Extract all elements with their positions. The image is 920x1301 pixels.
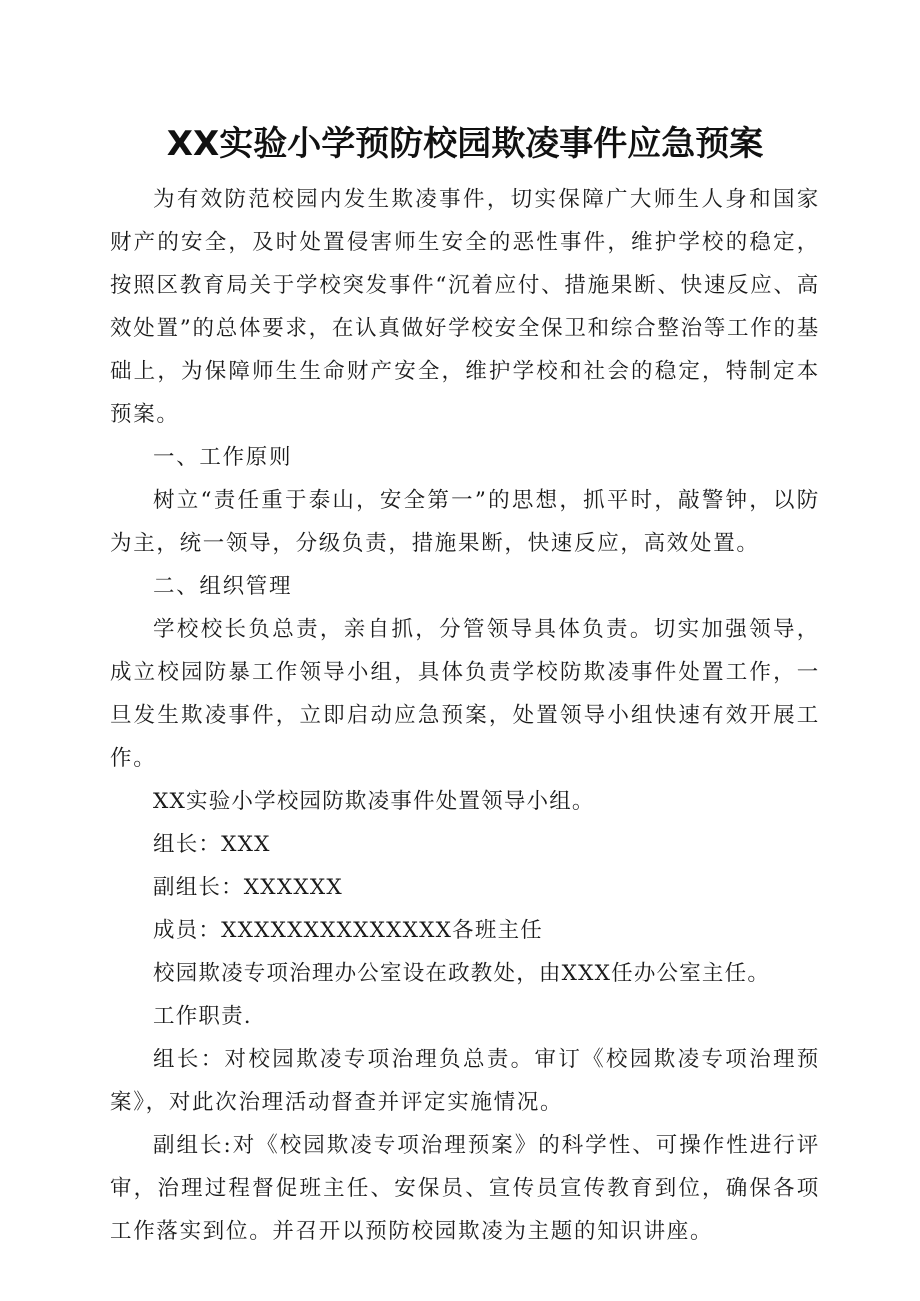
- duties-heading: 工作职责.: [153, 1004, 252, 1029]
- document-title: XX实验小学预防校园欺凌事件应急预案: [166, 124, 764, 164]
- leader-line: 组长：XXX: [153, 832, 271, 857]
- document-page: [110, 118, 820, 1253]
- section-heading-organization: 二、组织管理: [153, 574, 293, 599]
- members-line: 成员：XXXXXXXXXXXXXX各班主任: [153, 918, 543, 943]
- work-principles-paragraph: 树立“责任重于泰山，安全第一”的思想，抓平时，敲警钟，以防为主，统一领导，分级负责，措施果断，快速反应，高效处置。: [110, 488, 820, 556]
- organization-paragraph: 学校校长负总责，亲自抓，分管领导具体负责。切实加强领导，成立校园防暴工作领导小组，具体负责学校防欺凌事件处置工作，一旦发生欺凌事件，立即启动应急预案，处置领导小组快速有效开展工作。: [110, 617, 820, 771]
- deputy-duty-paragraph: 副组长:对《校园欺凌专项治理预案》的科学性、可操作性进行评审，治理过程督促班主任、安保员、宣传员宣传教育到位，确保各项工作落实到位。并召开以预防校园欺凌为主题的知识讲座。: [110, 1133, 820, 1244]
- deputy-leader-line: 副组长：XXXXXX: [153, 875, 343, 900]
- leader-duty-paragraph: 组长：对校园欺凌专项治理负总责。审订《校园欺凌专项治理预案》，对此次治理活动督查并评定实施情况。: [110, 1047, 820, 1115]
- section-heading-work-principles: 一、工作原则: [153, 445, 293, 470]
- office-line: 校园欺凌专项治理办公室设在政教处，由XXX任办公室主任。: [153, 961, 771, 986]
- group-name-line: XX实验小学校园防欺凌事件处置领导小组。: [153, 789, 595, 814]
- intro-paragraph: 为有效防范校园内发生欺凌事件，切实保障广大师生人身和国家财产的安全，及时处置侵害师生安全的恶性事件，维护学校的稳定，按照区教育局关于学校突发事件“沉着应付、措施果断、快速反应、高效处置”的总体要求，在认真做好学校安全保卫和综合整治等工作的基础上，为保障师生生命财产安全，维护学校和社会的稳定，特制定本预案。: [110, 187, 820, 427]
